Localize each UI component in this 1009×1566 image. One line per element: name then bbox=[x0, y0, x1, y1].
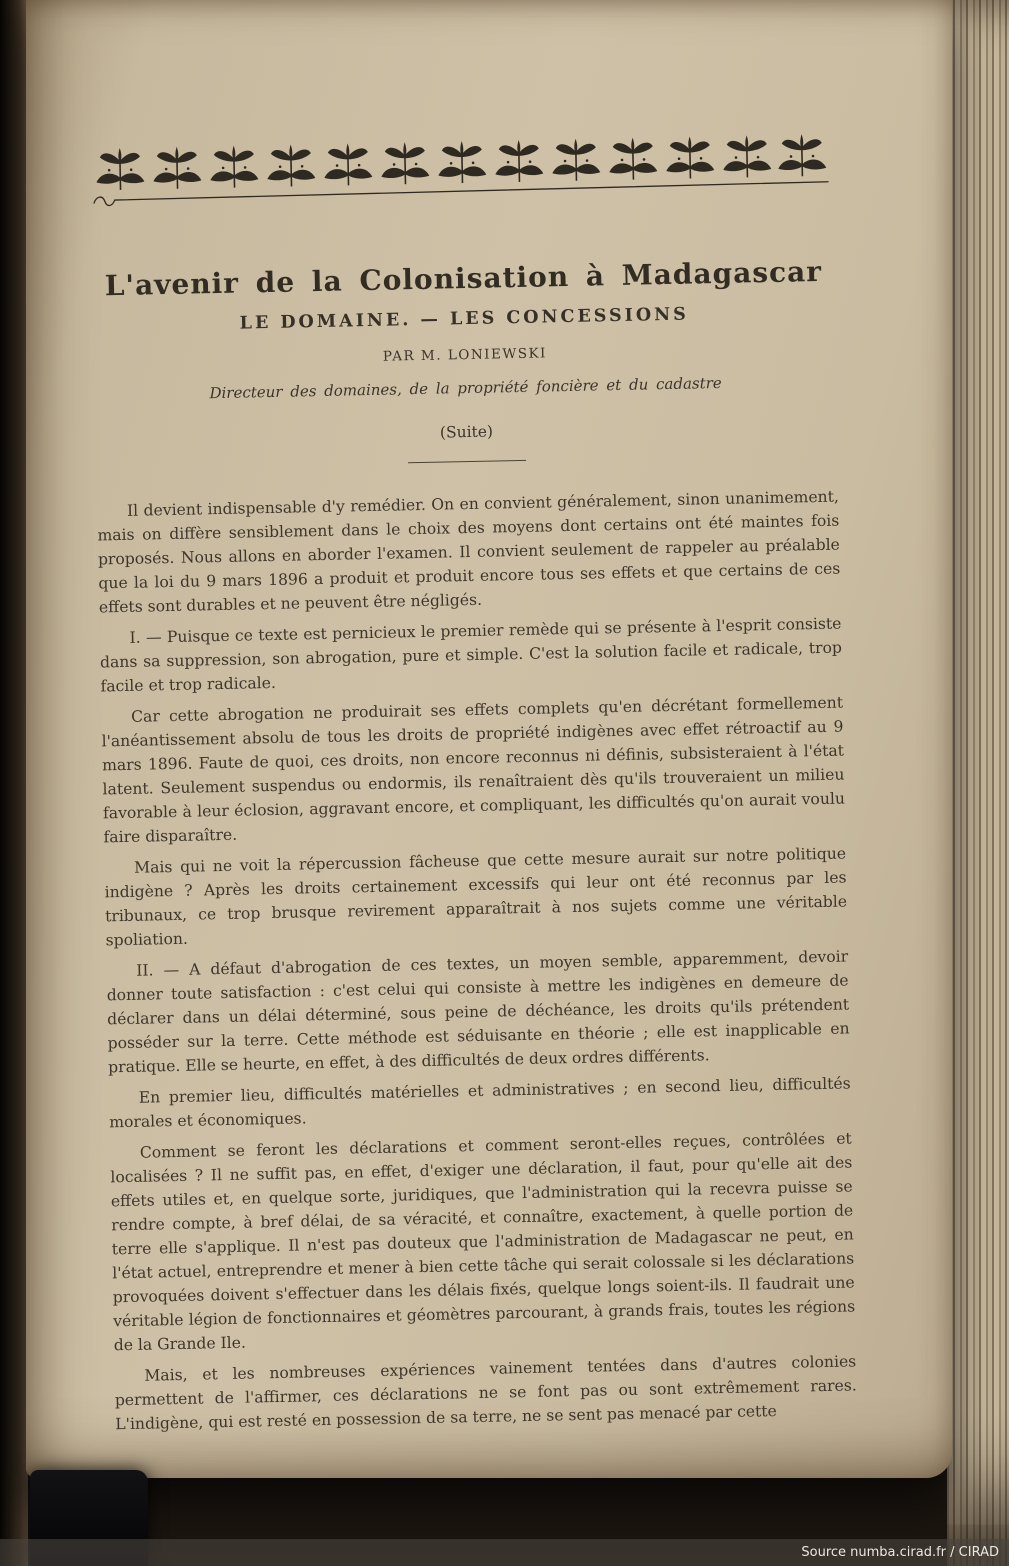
body-paragraph: Mais, et les nombreuses expériences vainement tentées dans d'autres colonies permettent de l'affirmer, ces déclarations ne se font pas ou sont extrêmement rares. L'indigène, qui est resté en possession de sa terre, ne se sent pas menacé par cette bbox=[114, 1352, 857, 1434]
body-paragraph: Mais qui ne voit la répercussion fâcheuse que cette mesure aurait sur notre politique indigène ? Après les droits certainement excessifs qui leur ont été reconnus par les tribunaux, ce trop brusque revirement apparaîtrait à nos sujets comme une véritable spoliation. bbox=[104, 844, 848, 950]
book-spine bbox=[0, 0, 28, 1566]
body-paragraph: I. — Puisque ce texte est pernicieux le premier remède qui se présente à l'esprit consiste dans sa suppression, son abrogation, pure et simple. C'est la solution facile et radicale, trop facile et trop radicale. bbox=[99, 614, 843, 696]
floral-ornament bbox=[90, 131, 833, 212]
body-paragraph: En premier lieu, difficultés matérielles et administratives ; en second lieu, difficultés morales et économiques. bbox=[109, 1074, 851, 1132]
body-paragraph: Comment se feront les déclarations et comment seront-elles reçues, contrôlées et localisées ? Il ne suffit pas, en effet, d'exiger une déclaration, il faut, pour qu'elle ait des effets utiles et, en quelque sorte, juridiques, que l'administration qui la recevra puisse se rendre compte, à bref délai, de sa véracité, et connaître, exactement, à quelle portion de terre elle s'applique. Il n'est pas douteux que l'administration de Madagascar ne peut, en l'état actuel, entreprendre et mener à bien cette tâche qui serait colossale si les déclarations provoquées doivent s'effectuer dans les délais fixés, quelque longs soient-ils. Il faudrait une véritable légion de fonctionnaires et géomètres parcourant, à grands frais, toutes les régions de la Grande Ile. bbox=[110, 1129, 856, 1355]
section-divider bbox=[408, 460, 526, 463]
body-paragraph: II. — A défaut d'abrogation de ces textes, un moyen semble, apparemment, devoir donner toute satisfaction : c'est celui qui consiste à mettre les indigènes en demeure de déclarer dans un délai déterminé, sous peine de déchéance, les droits qu'ils prétendent posséder sur la terre. Cette méthode est séduisante en théorie ; elle est inapplicable en pratique. Elle se heurte, en effet, à des difficultés de deux ordres différents. bbox=[106, 947, 850, 1077]
page-content bbox=[90, 131, 858, 1444]
page-edges-right bbox=[947, 0, 1009, 1566]
article-subtitle: LE DOMAINE. — LES CONCESSIONS bbox=[239, 304, 689, 334]
article-title: L'avenir de la Colonisation à Madagascar bbox=[104, 254, 823, 303]
continuation-note: (Suite) bbox=[439, 422, 494, 442]
article-byline: PAR M. LONIEWSKI bbox=[382, 345, 548, 365]
author-role: Directeur des domaines, de la propriété foncière et du cadastre bbox=[209, 373, 722, 403]
body-paragraph: Il devient indispensable d'y remédier. On en convient généralement, sinon unanimement, mais on diffère sensiblement dans le choix des moyens dont certains ont été maintes fois proposés. Nous allons en aborder l'examen. Il convient seulement de rappeler au préalable que la loi du 9 mars 1896 a produit et produit encore tous ses effets et que certains de ces effets sont durables et ne peuvent être négligés. bbox=[97, 487, 841, 617]
source-credit-bar bbox=[0, 1539, 1009, 1566]
article-body bbox=[97, 485, 858, 1437]
body-paragraph: Car cette abrogation ne produirait ses effets complets qu'en décrétant formellement l'anéantissement absolu de tous les droits de propriété indigènes avec effet rétroactif au 9 mars 1896. Faute de quoi, ces droits, non encore reconnus ni définis, subsisteraient à l'état latent. Seulement suspendus ou endormis, ils renaîtraient dès qu'ils trouveraient un milieu favorable à leur éclosion, aggravant encore, et compliquant, les difficultés qu'on aurait voulu faire disparaître. bbox=[101, 693, 846, 847]
source-credit-text: Source numba.cirad.fr / CIRAD bbox=[801, 1545, 999, 1560]
